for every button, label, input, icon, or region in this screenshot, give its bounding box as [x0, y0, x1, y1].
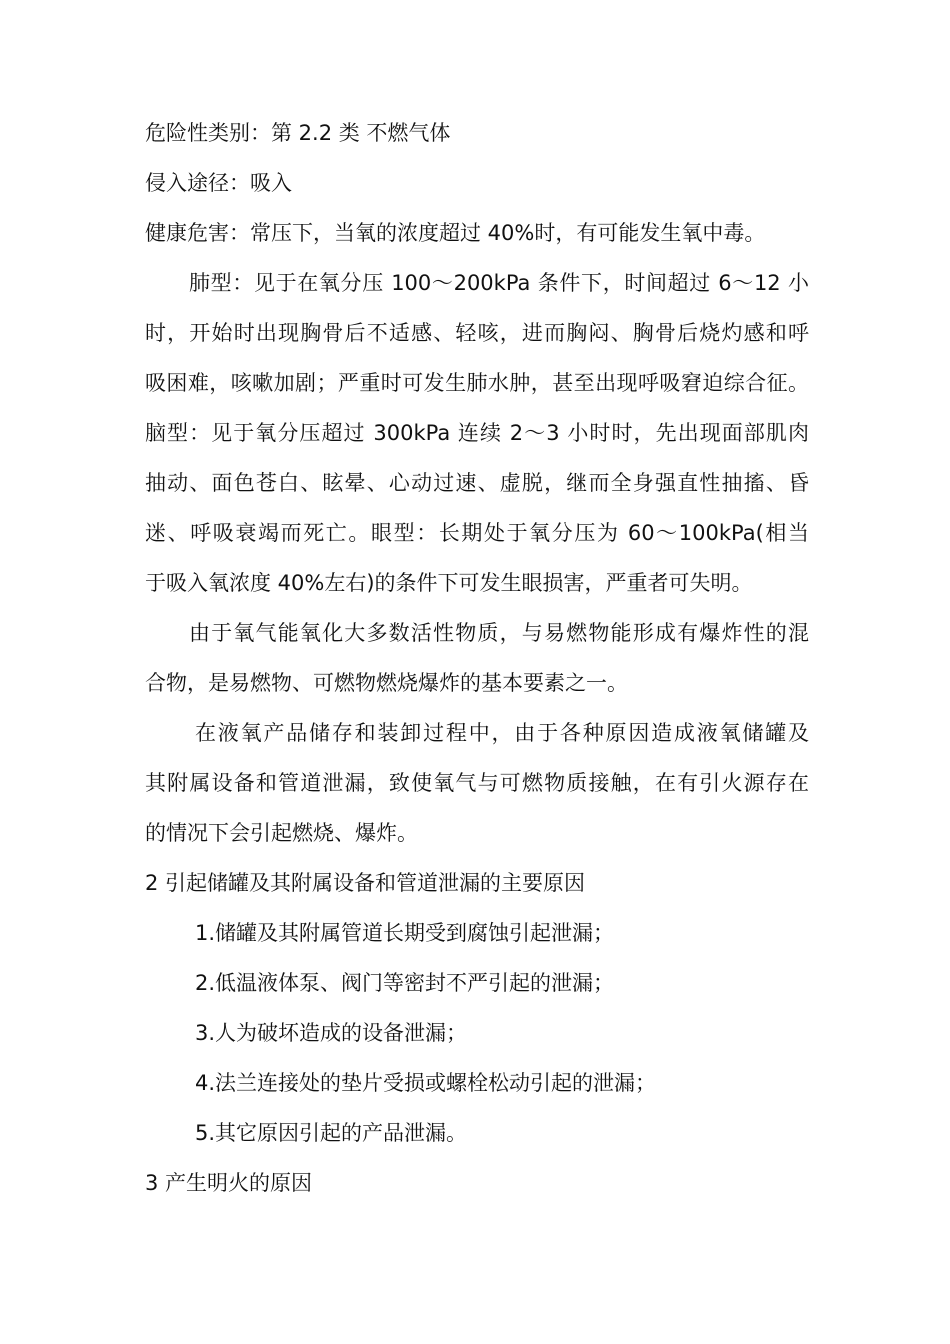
paragraph-line: 的情况下会引起燃烧、爆炸。 — [145, 821, 418, 845]
paragraph-line: 迷、呼吸衰竭而死亡。眼型：长期处于氧分压为 60～100kPa(相当 — [145, 521, 809, 545]
paragraph-line: 其附属设备和管道泄漏，致使氧气与可燃物质接触，在有引火源存在 — [145, 771, 809, 795]
oxidize-paragraph — [145, 608, 809, 708]
paragraph-line: 在液氧产品储存和装卸过程中，由于各种原因造成液氧储罐及 — [195, 721, 809, 745]
paragraph-line: 肺型：见于在氧分压 100～200kPa 条件下，时间超过 6～12 小 — [189, 271, 809, 295]
health-hazard-line: 健康危害：常压下，当氧的浓度超过 40%时，有可能发生氧中毒。 — [145, 221, 766, 245]
section-3-heading: 3 产生明火的原因 — [145, 1171, 313, 1195]
list-item: 2.低温液体泵、阀门等密封不严引起的泄漏； — [195, 971, 615, 995]
document-body — [145, 108, 809, 1208]
list-item: 4.法兰连接处的垫片受损或螺栓松动引起的泄漏； — [195, 1071, 657, 1095]
paragraph-line: 由于氧气能氧化大多数活性物质，与易燃物能形成有爆炸性的混 — [189, 621, 809, 645]
storage-paragraph — [145, 708, 809, 858]
hazard-category-line: 危险性类别：第 2.2 类 不燃气体 — [145, 121, 451, 145]
paragraph-line: 抽动、面色苍白、眩晕、心动过速、虚脱，继而全身强直性抽搐、昏 — [145, 471, 809, 495]
section-2-heading: 2 引起储罐及其附属设备和管道泄漏的主要原因 — [145, 871, 586, 895]
paragraph-line: 吸困难，咳嗽加剧；严重时可发生肺水肿，甚至出现呼吸窘迫综合征。 — [145, 371, 809, 395]
list-item: 3.人为破坏造成的设备泄漏； — [195, 1021, 468, 1045]
paragraph-line: 时，开始时出现胸骨后不适感、轻咳，进而胸闷、胸骨后烧灼感和呼 — [145, 321, 809, 345]
route-line: 侵入途径：吸入 — [145, 171, 292, 195]
paragraph-line: 合物，是易燃物、可燃物燃烧爆炸的基本要素之一。 — [145, 671, 628, 695]
paragraph-line: 脑型：见于氧分压超过 300kPa 连续 2～3 小时时，先出现面部肌肉 — [145, 421, 809, 445]
list-item: 1.储罐及其附属管道长期受到腐蚀引起泄漏； — [195, 921, 615, 945]
section-2-list — [145, 908, 809, 1158]
paragraph-line: 于吸入氧浓度 40%左右)的条件下可发生眼损害，严重者可失明。 — [145, 571, 753, 595]
list-item: 5.其它原因引起的产品泄漏。 — [195, 1121, 468, 1145]
lung-brain-eye-paragraph — [145, 258, 809, 608]
